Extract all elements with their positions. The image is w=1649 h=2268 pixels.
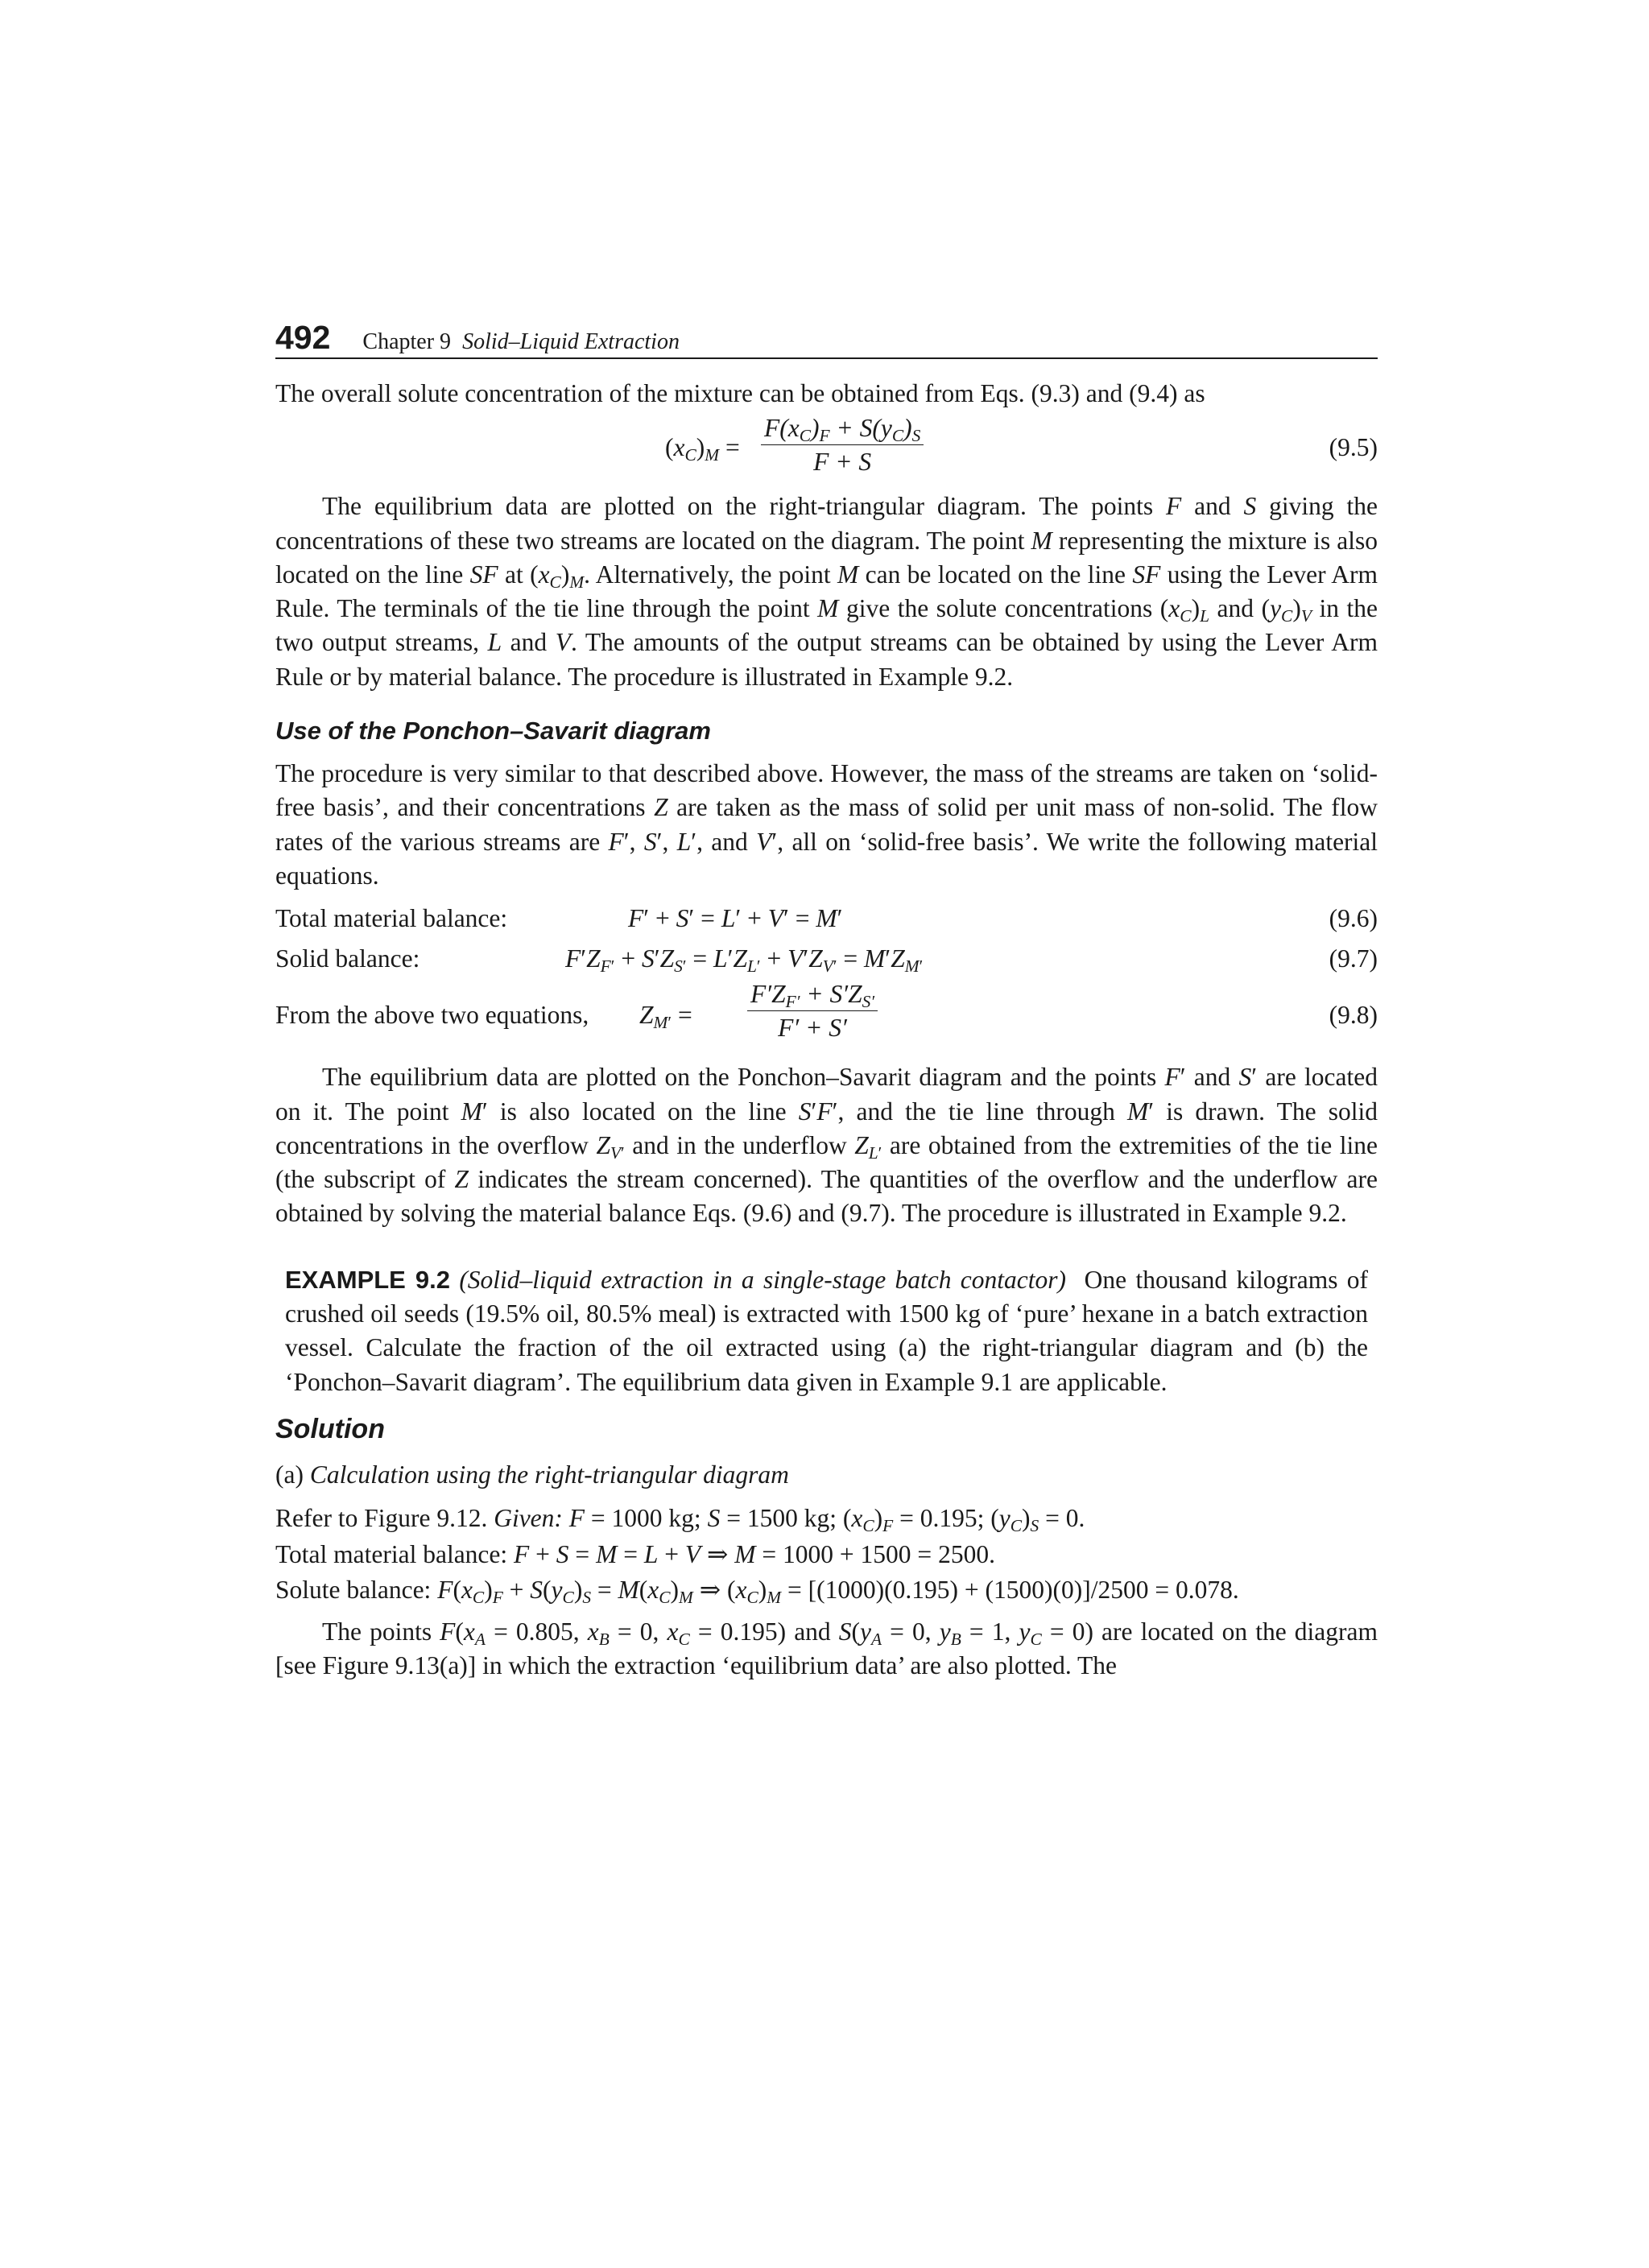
solution-heading: Solution <box>275 1413 385 1444</box>
total-balance-line: Total material balance: F + S = M = L + V ⇒ M = 1000 + 1500 = 2500. <box>275 1539 995 1568</box>
given-line: Refer to Figure 9.12. Given: F = 1000 kg; S = 1500 kg; $(x_C)_F = 0.195$; $(y_C)_S = 0$. <box>275 1504 1085 1536</box>
paragraph-right-triangular: The equilibrium data are plotted on the right-triangular diagram. The points F and S giving the concentrations of these two streams are located on the diagram. The point M representing the mixture is also located on the line SF at $(x_C)_M$. Alternatively, the point M can be located on the line SF using the Lever Arm Rule. The terminals of the tie line through the point M give the solute concentrations $(x_C)_L$ and $(y_C)_V$ in the two output streams, L and V. The amounts of the output streams can be obtained by using the Lever Arm Rule or by material balance. The procedure is illustrated in Example 9.2. <box>275 492 1378 691</box>
paragraph-ponchon-savarit: The procedure is very similar to that described above. However, the mass of the streams are taken on ‘solid-free basis’, and their concentrations Z are taken as the mass of solid per unit mass of non-solid. The flow rates of the various streams are F′, S′, L′, and V′, all on ‘solid-free basis’. We write the following material equations. <box>275 759 1378 890</box>
chapter-label: Chapter 9 Solid–Liquid Extraction <box>362 329 680 354</box>
points-paragraph: The points $F(x_A = 0.805$, $x_B = 0$, $x_C = 0.195$) and $S(y_A = 0$, $y_B = 1$, $y_C = 0$) are located on the diagram [see Figure 9.13(a)] in which the extraction ‘equilibrium data’ are also plotted. The <box>275 1617 1378 1680</box>
equation-9-8: From the above two equations, $Z_{M'}$ = $\frac{F'Z_{F'} + S'Z_{S'}}{F' + S'}$ (9.8) <box>275 980 1378 1043</box>
running-header <box>275 319 1378 359</box>
example-text <box>285 1263 1368 1399</box>
equation-9-6: Total material balance: F′ + S′ = L′ + V′ = M′ (9.6) <box>275 904 1378 933</box>
example-title: (Solid–liquid extraction in a single-stage batch contactor) <box>459 1265 1067 1294</box>
example-body: One thousand kilograms of crushed oil seeds (19.5% oil, 80.5% meal) is extracted with 1500 kg of ‘pure’ hexane in a batch extraction vessel. Calculate the fraction of the oil extracted using (a) the right-triangular diagram and (b) the ‘Ponchon–Savarit diagram’. The equilibrium data given in Example 9.1 are applicable. <box>285 1265 1369 1396</box>
equation-number: (9.5) <box>1329 433 1378 462</box>
equation-9-5: $(x_C)_M$ = $\frac{F(x_C)_F + S(y_C)_S}{F + S}$ (9.5) <box>665 414 1378 477</box>
example-label: EXAMPLE 9.2 <box>285 1265 450 1294</box>
solute-balance-line: Solute balance: $F(x_C)_F + S(y_C)_S = M(x_C)_M$ ⇒ $(x_C)_M = [(1000)(0.195) + (1500)(0)]/2500 = 0.078$. <box>275 1575 1239 1607</box>
paragraph-ponchon-procedure: The equilibrium data are plotted on the Ponchon–Savarit diagram and the points F′ and S′ are located on it. The point M′ is also located on the line S′F′, and the tie line through M′ is drawn. The solid concentrations in the overflow $Z_{V'}$ and in the underflow $Z_{L'}$ are obtained from the extremities of the tie line (the subscript of Z indicates the stream concerned). The quantities of the overflow and the underflow are obtained by solving the material balance Eqs. (9.6) and (9.7). The procedure is illustrated in Example 9.2. <box>275 1063 1378 1228</box>
intro-paragraph: The overall solute concentration of the mixture can be obtained from Eqs. (9.3) and (9.4) as <box>275 379 1205 407</box>
equation-9-7: Solid balance: $F'Z_{F'} + S'Z_{S'} = L'Z_{L'} + V'Z_{V'} = M'Z_{M'}$ (9.7) <box>275 944 1378 977</box>
page <box>275 319 1378 1683</box>
part-a-heading: (a) Calculation using the right-triangular diagram <box>275 1460 789 1489</box>
example-9-2 <box>275 1263 1378 1399</box>
page-number: 492 <box>275 319 331 356</box>
section-heading: Use of the Ponchon–Savarit diagram <box>275 717 711 746</box>
